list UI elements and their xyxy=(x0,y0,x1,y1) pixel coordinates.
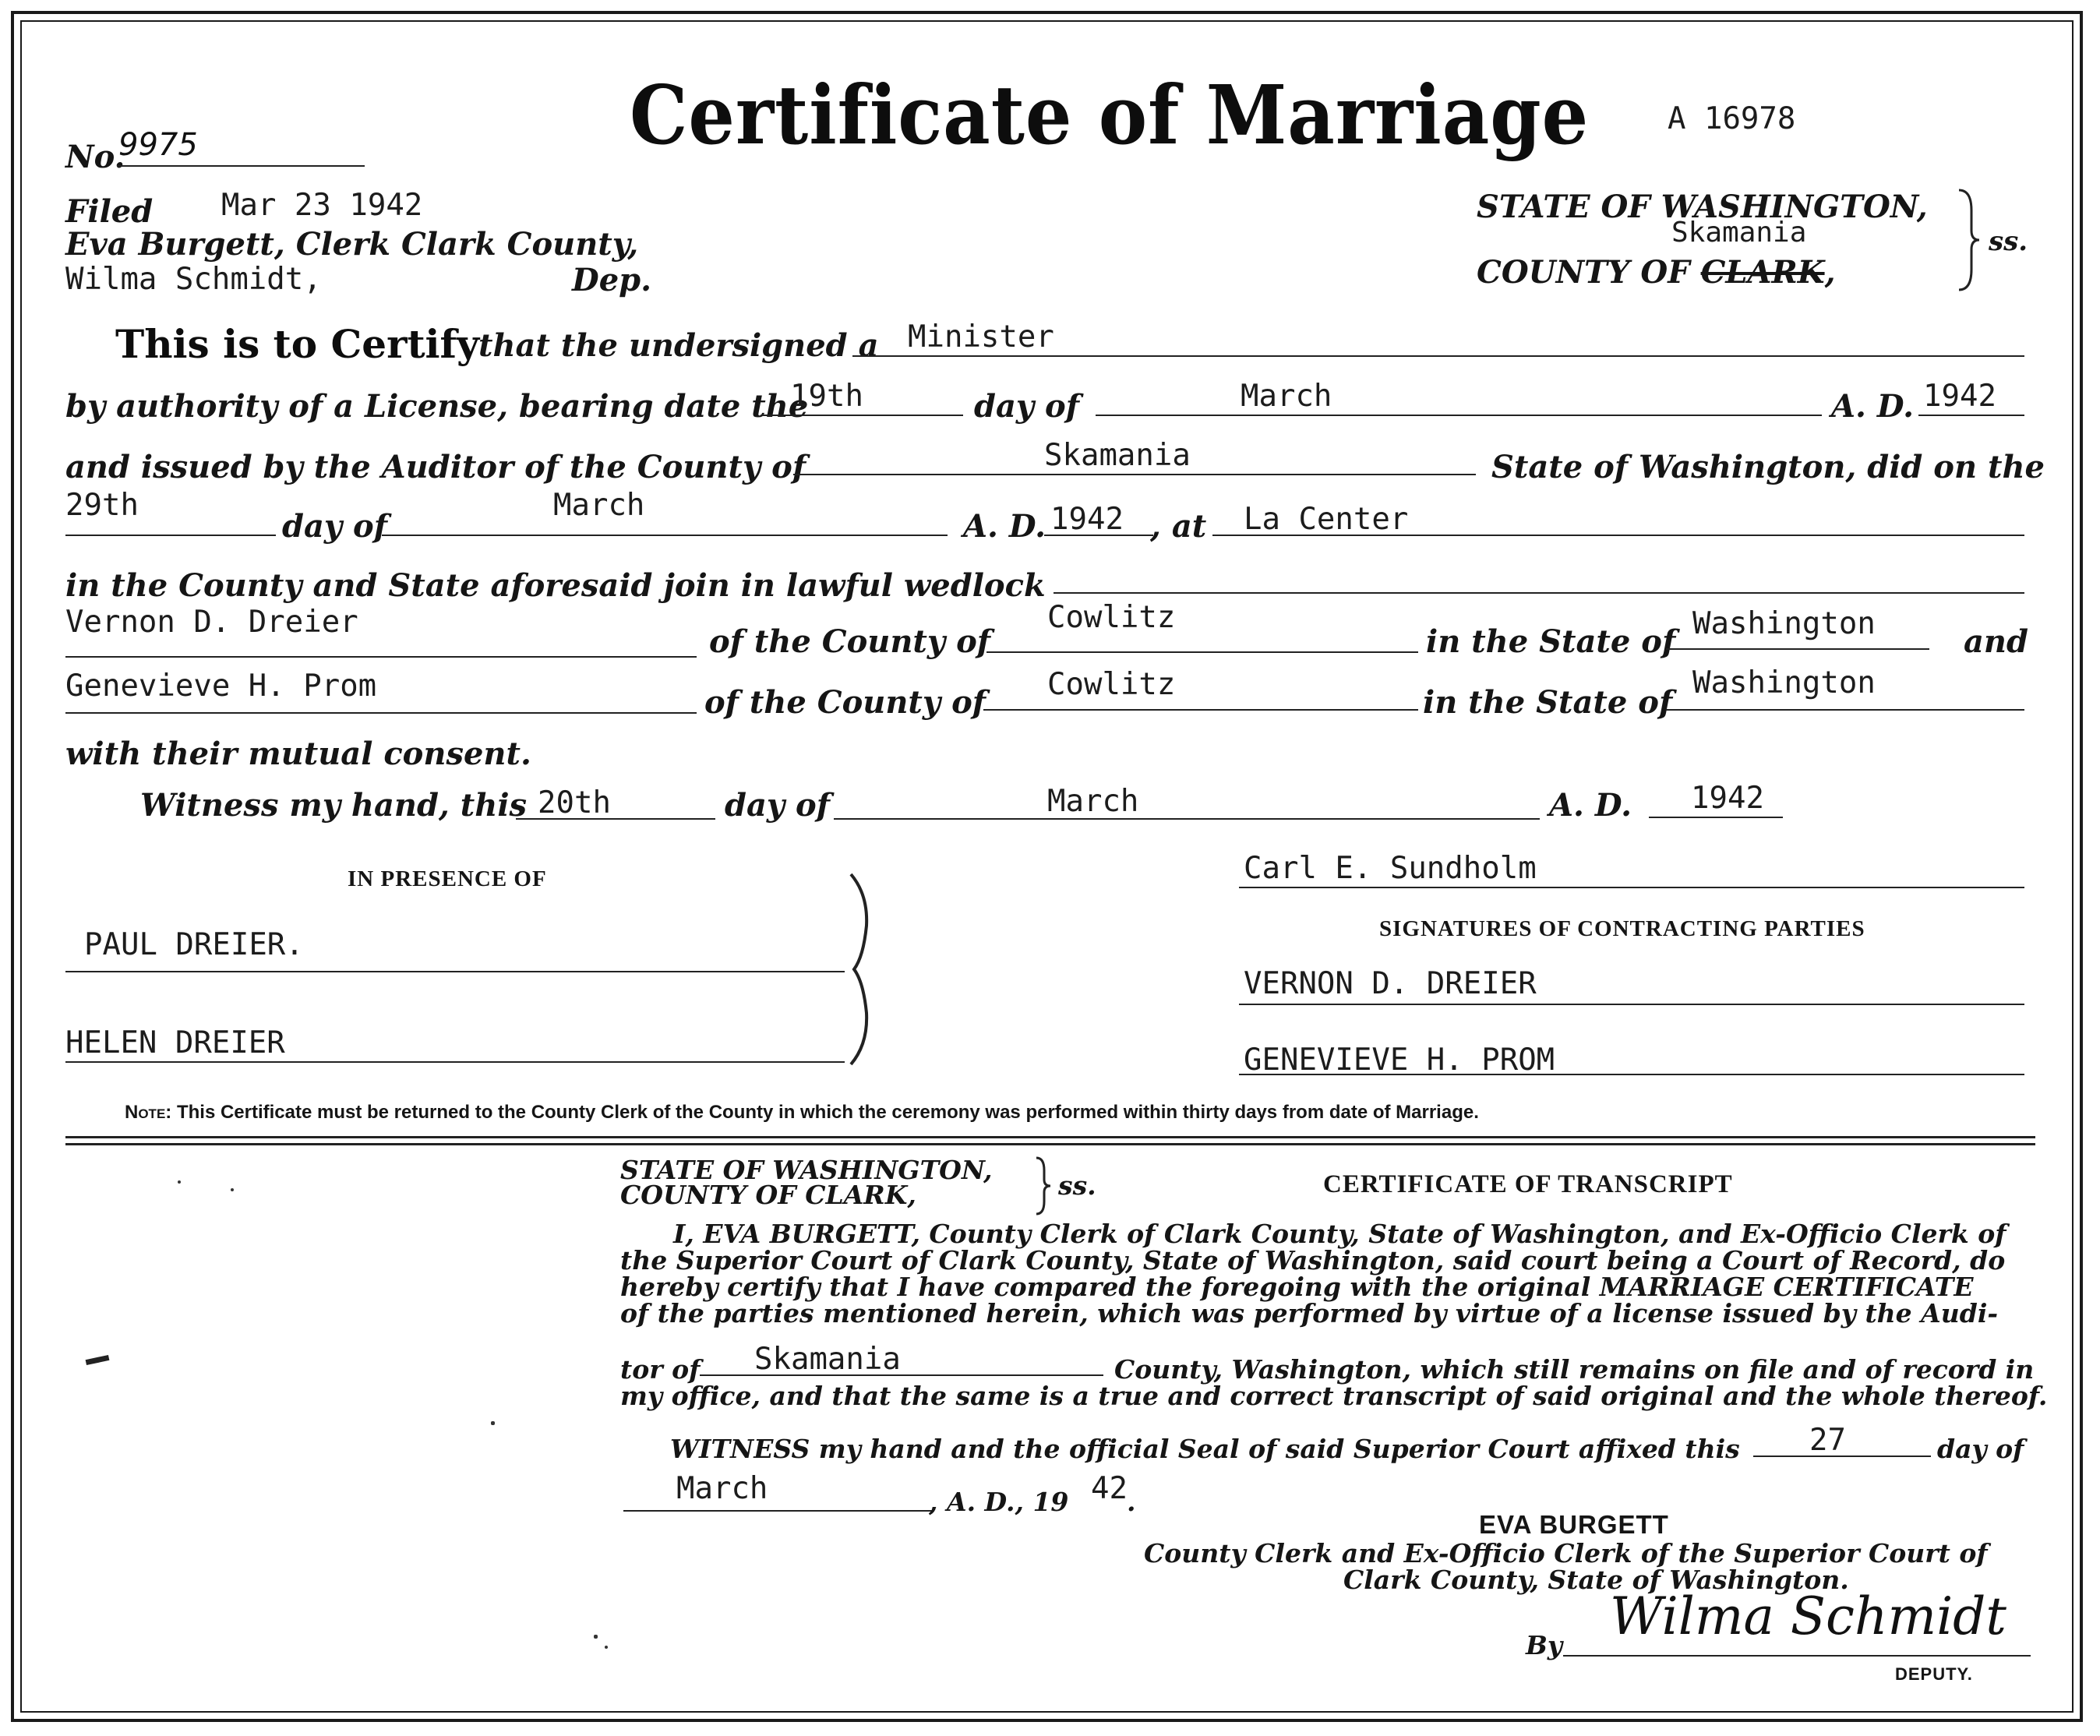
wedding-year: 1942 xyxy=(1050,502,1124,537)
groom-in-state: in the State of xyxy=(1426,623,1676,660)
wedding-month: March xyxy=(553,488,645,523)
county-inserted: Skamania xyxy=(1671,217,1807,249)
groom-state: Washington xyxy=(1692,606,1876,641)
bride-state: Washington xyxy=(1692,665,1876,700)
bride-of-county: of the County of xyxy=(704,684,986,721)
auditor-county: Skamania xyxy=(754,1342,901,1377)
groom-name: Vernon D. Dreier xyxy=(65,605,358,640)
deputy-name: Wilma Schmidt, xyxy=(65,262,322,297)
ink-speck xyxy=(178,1180,181,1184)
filed-label: Filed xyxy=(65,193,154,230)
witness-day: 20th xyxy=(538,785,611,820)
certify-text10: in the County and State aforesaid join in lawful wedlock xyxy=(65,567,1046,604)
certify-text5: and issued by the Auditor of the County of xyxy=(65,449,806,485)
transcript-line6: my office, and that the same is a true and correct transcript of said original and the whole thereof. xyxy=(620,1381,2048,1411)
certify-text7: day of xyxy=(282,508,387,545)
wedding-day: 29th xyxy=(65,488,139,523)
ink-speck xyxy=(594,1635,598,1639)
certify-text2: by authority of a License, bearing date the xyxy=(65,388,809,425)
transcript-ss: ss. xyxy=(1058,1170,1096,1201)
officiant-title: Minister xyxy=(908,319,1054,355)
transcript-line4: of the parties mentioned herein, which was performed by virtue of a license issued by the Audi- xyxy=(620,1298,1999,1328)
certificate-number: 9975 xyxy=(118,127,198,163)
witness-year: 1942 xyxy=(1691,781,1764,816)
by-label: By xyxy=(1526,1630,1563,1660)
consent-text: with their mutual consent. xyxy=(65,736,531,772)
ink-speck xyxy=(491,1421,495,1425)
presence-heading: IN PRESENCE OF xyxy=(348,866,547,891)
certify-text9: , at xyxy=(1150,508,1207,545)
section-divider xyxy=(65,1136,2035,1145)
party1-signature: VERNON D. DREIER xyxy=(1244,966,1537,1001)
bride-county: Cowlitz xyxy=(1047,667,1176,702)
county-line: COUNTY OF CLARK, xyxy=(1477,254,1836,291)
witness-ad: A. D. xyxy=(1549,787,1632,824)
bride-in-state: in the State of xyxy=(1423,684,1673,721)
wedding-place: La Center xyxy=(1244,502,1409,537)
groom-county: Cowlitz xyxy=(1047,600,1176,635)
transcript-day: 27 xyxy=(1809,1423,1846,1458)
certify-text3: day of xyxy=(974,388,1079,425)
transcript-line3: hereby certify that I have compared the foregoing with the original MARRIAGE CERTIFICATE xyxy=(620,1272,1974,1302)
transcript-line5: County, Washington, which still remains on file and of record in xyxy=(1114,1354,2035,1385)
transcript-day-of: day of xyxy=(1937,1434,2024,1464)
transcript-brace xyxy=(1033,1156,1052,1216)
witness2-name: HELEN DREIER xyxy=(65,1025,285,1060)
transcript-county: COUNTY OF CLARK, xyxy=(620,1180,916,1210)
witness1-name: PAUL DREIER. xyxy=(84,927,304,962)
certify-lead: This is to Certify xyxy=(115,321,480,367)
deputy-signature: Wilma Schmidt xyxy=(1610,1586,2006,1646)
transcript-line1: I, EVA BURGETT, County Clerk of Clark County, State of Washington, and Ex-Officio Clerk of xyxy=(673,1219,2006,1249)
certify-text6: State of Washington, did on the xyxy=(1491,449,2045,485)
filed-date: Mar 23 1942 xyxy=(221,188,423,223)
number-label: No. xyxy=(65,139,125,175)
signatures-heading: SIGNATURES OF CONTRACTING PARTIES xyxy=(1379,916,1865,941)
return-note: Note: This Certificate must be returned to the County Clerk of the County in which the ceremony was performed within thirty days from date of Marriage. xyxy=(125,1102,1479,1123)
ink-speck xyxy=(231,1188,234,1191)
document-title: Certificate of Marriage xyxy=(630,67,1590,163)
state-line: STATE OF WASHINGTON, xyxy=(1477,189,1928,225)
certify-text8: A. D. xyxy=(963,508,1046,545)
groom-of-county: of the County of xyxy=(709,623,990,660)
witness-text: Witness my hand, this xyxy=(140,787,528,824)
issuing-county: Skamania xyxy=(1044,438,1191,473)
tor-of: tor of xyxy=(620,1354,701,1385)
presence-brace xyxy=(845,871,881,1067)
transcript-ad: , A. D., 19 xyxy=(929,1487,1069,1517)
deputy-label: Dep. xyxy=(572,262,652,298)
party2-signature: GENEVIEVE H. PROM xyxy=(1244,1043,1555,1078)
license-year: 1942 xyxy=(1923,379,1996,414)
header-brace xyxy=(1954,187,1982,293)
transcript-state: STATE OF WASHINGTON, xyxy=(620,1155,993,1185)
header-ss: ss. xyxy=(1989,226,2028,257)
license-month: March xyxy=(1241,379,1332,414)
certify-text4: A. D. xyxy=(1831,388,1915,425)
clerk-name: EVA BURGETT xyxy=(1479,1510,1669,1539)
transcript-heading: CERTIFICATE OF TRANSCRIPT xyxy=(1323,1170,1733,1198)
license-day: 19th xyxy=(790,379,863,414)
transcript-witness: WITNESS my hand and the official Seal of said Superior Court affixed this xyxy=(670,1434,1740,1464)
deputy-label-footer: DEPUTY. xyxy=(1895,1664,1973,1684)
clerk-line: Eva Burgett, Clerk Clark County, xyxy=(65,226,639,263)
ink-speck xyxy=(605,1646,608,1649)
witness-month: March xyxy=(1047,784,1139,819)
clerk-title2: Clark County, State of Washington. xyxy=(1343,1565,1849,1595)
witness-day-of: day of xyxy=(725,787,830,824)
transcript-line2: the Superior Court of Clark County, State of Washington, said court being a Court of Record, do xyxy=(620,1245,2006,1276)
transcript-period: . xyxy=(1127,1487,1136,1517)
officiant-signature: Carl E. Sundholm xyxy=(1244,851,1537,886)
transcript-month: March xyxy=(676,1471,768,1506)
bride-name: Genevieve H. Prom xyxy=(65,669,377,704)
and-word: and xyxy=(1964,623,2028,660)
serial-number: A 16978 xyxy=(1668,101,1796,136)
certify-text1: that the undersigned a xyxy=(478,327,879,364)
clerk-title1: County Clerk and Ex-Officio Clerk of the Superior Court of xyxy=(1144,1538,1988,1568)
transcript-year: 42 xyxy=(1091,1471,1128,1506)
